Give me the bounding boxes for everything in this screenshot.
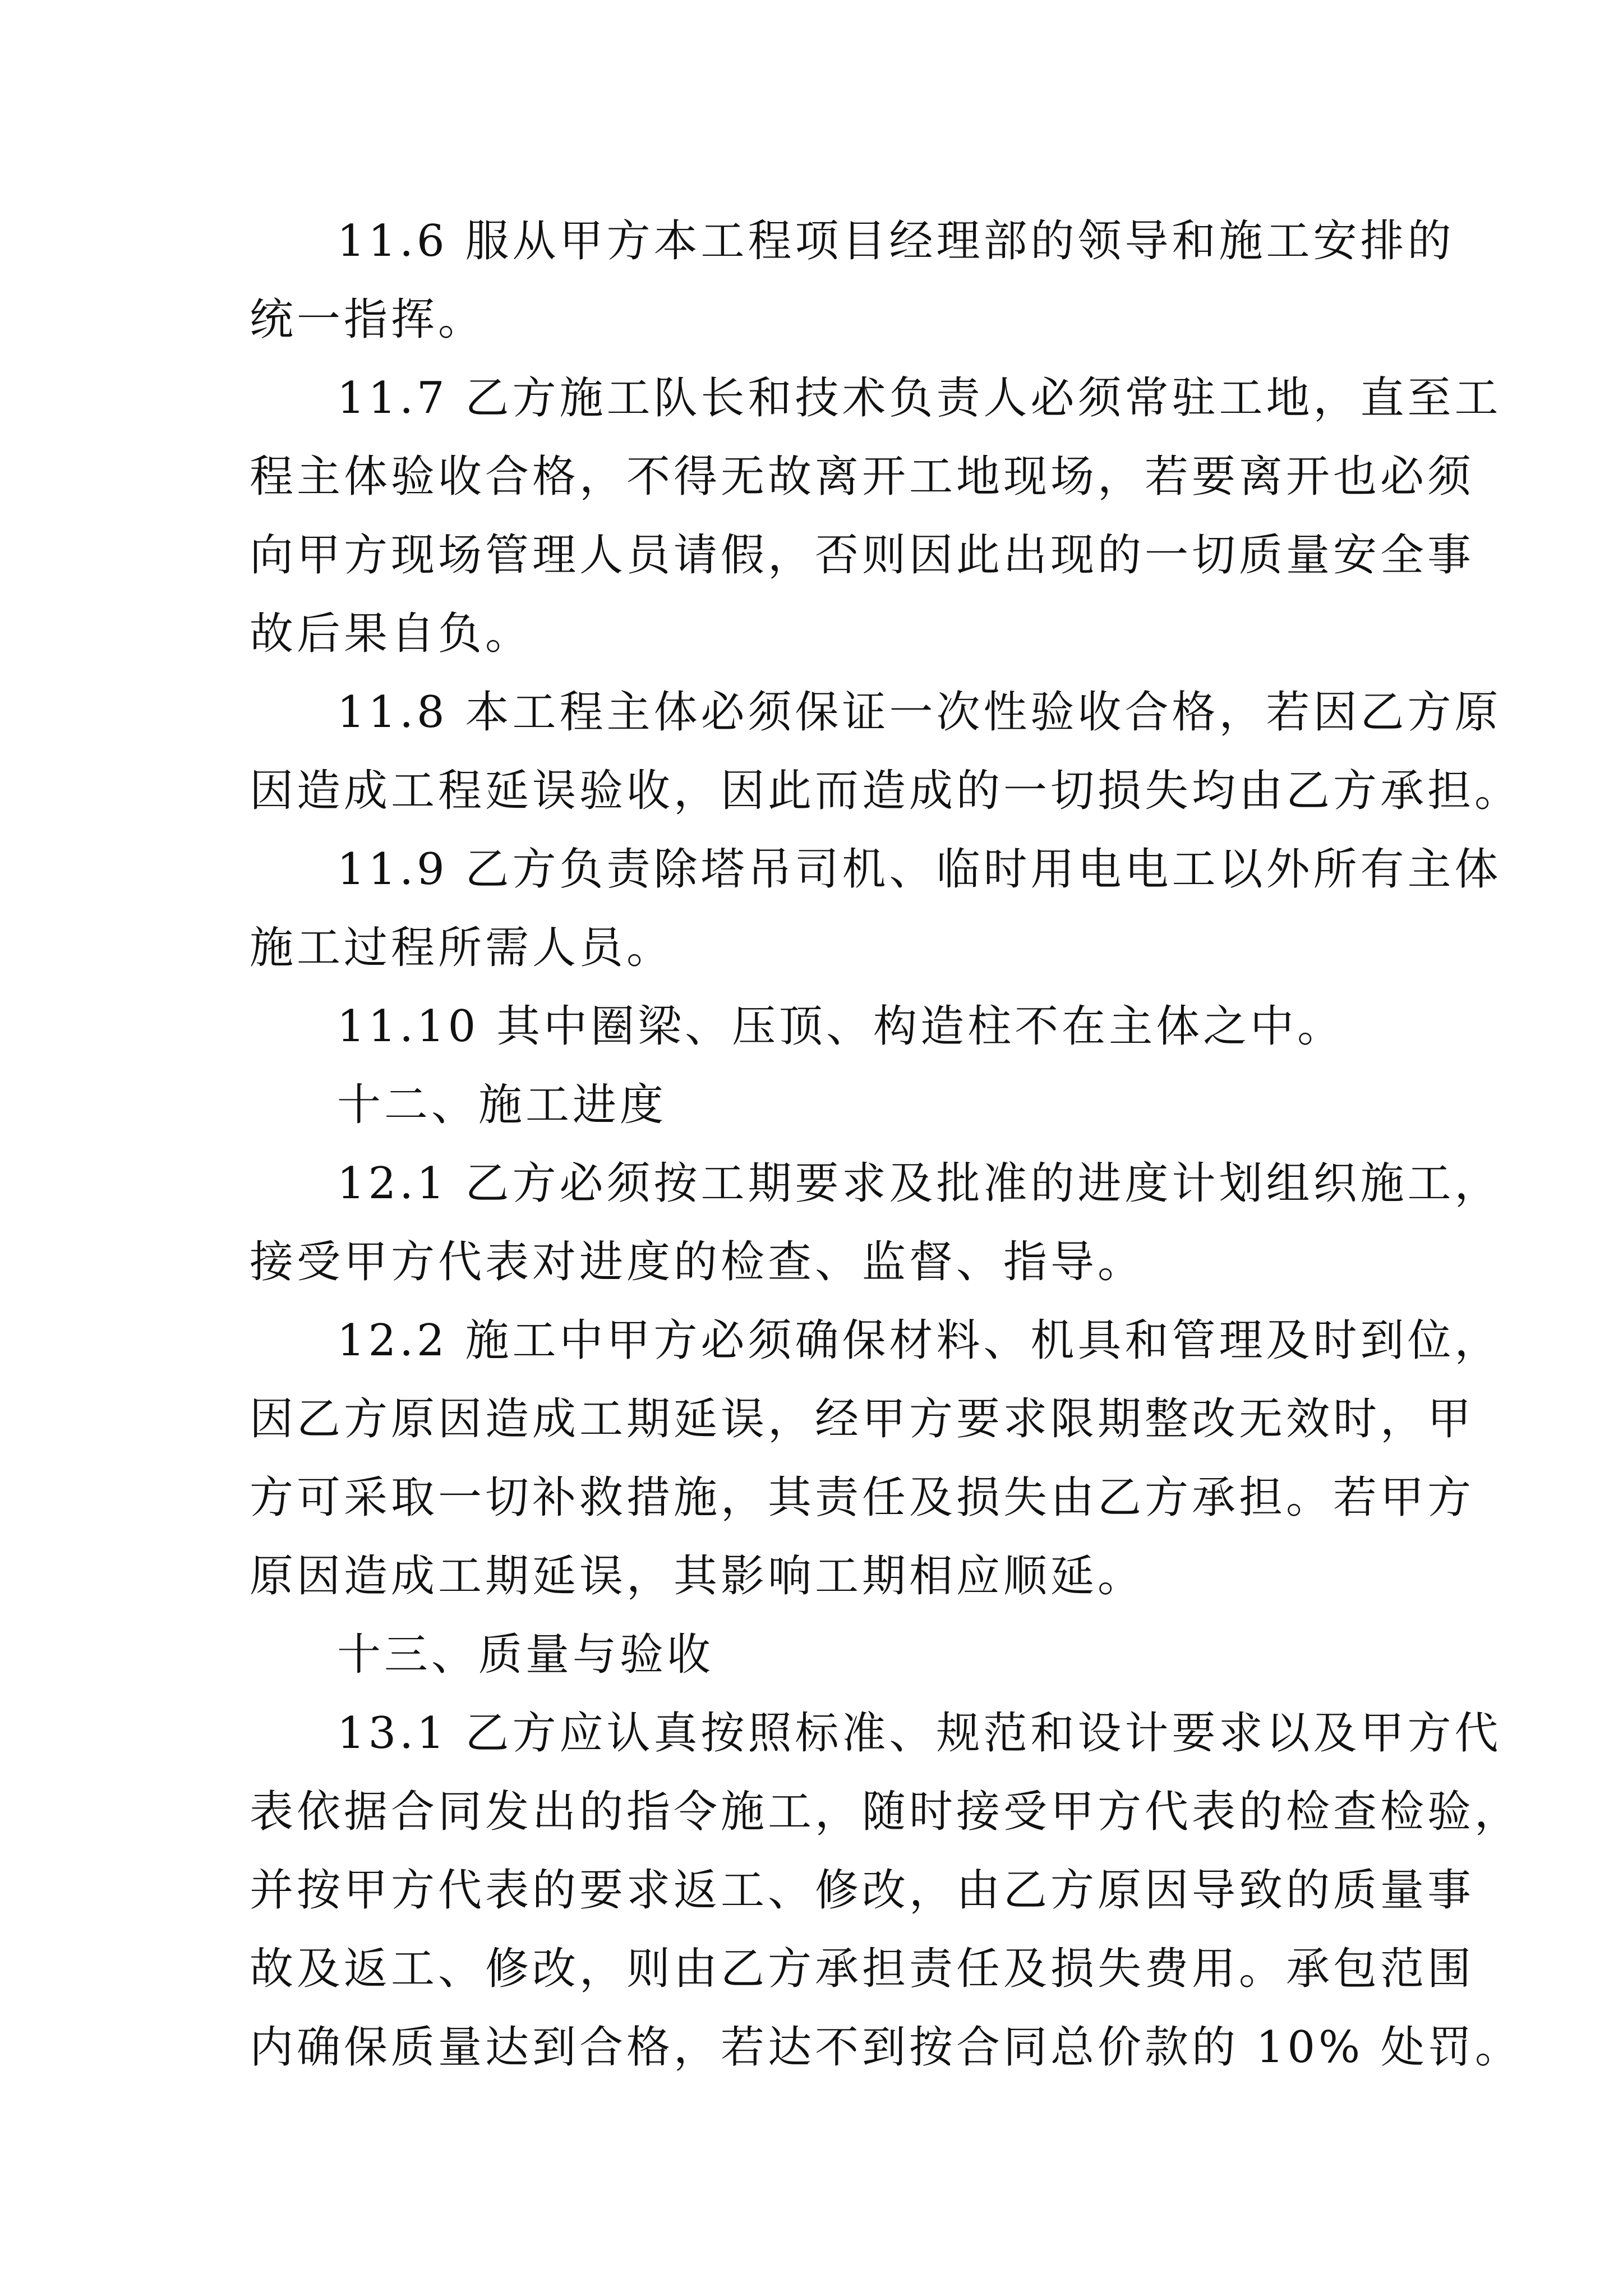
text-line: 因造成工程延误验收，因此而造成的一切损失均由乙方承担。	[250, 766, 1522, 816]
text-line: 12.1 乙方必须按工期要求及批准的进度计划组织施工，	[337, 1158, 1502, 1209]
paragraph	[250, 1616, 1388, 1694]
text-line: 12.2 施工中甲方必须确保材料、机具和管理及时到位，	[337, 1315, 1502, 1366]
paragraph	[250, 1144, 1502, 1301]
paragraph	[250, 1066, 1388, 1144]
text-line: 因乙方原因造成工期延误，经甲方要求限期整改无效时，甲	[250, 1394, 1475, 1444]
paragraph	[250, 673, 1522, 830]
paragraph	[250, 987, 1388, 1066]
text-line: 故及返工、修改，则由乙方承担责任及损失费用。承包范围	[250, 1944, 1475, 1994]
document-body	[250, 202, 1522, 2087]
text-line: 并按甲方代表的要求返工、修改，由乙方原因导致的质量事	[250, 1865, 1475, 1916]
text-line: 11.8 本工程主体必须保证一次性验收合格，若因乙方原	[337, 687, 1502, 738]
text-line: 11.9 乙方负责除塔吊司机、临时用电电工以外所有主体	[337, 844, 1502, 895]
text-line: 13.1 乙方应认真按照标准、规范和设计要求以及甲方代	[337, 1708, 1502, 1759]
paragraph	[250, 202, 1455, 359]
paragraph	[250, 1301, 1502, 1616]
paragraph	[250, 1694, 1522, 2087]
text-line: 11.7 乙方施工队长和技术负责人必须常驻工地，直至工	[337, 373, 1502, 424]
text-line: 11.6 服从甲方本工程项目经理部的领导和施工安排的	[337, 216, 1455, 266]
text-line: 程主体验收合格，不得无故离开工地现场，若要离开也必须	[250, 452, 1475, 502]
text-line: 11.10 其中圈梁、压顶、构造柱不在主体之中。	[337, 1001, 1345, 1052]
text-line: 统一指挥。	[250, 295, 486, 345]
text-line: 内确保质量达到合格，若达不到按合同总价款的 10% 处罚。	[250, 2022, 1522, 2073]
text-line: 方可采取一切补救措施，其责任及损失由乙方承担。若甲方	[250, 1473, 1475, 1523]
paragraph	[250, 359, 1502, 673]
text-line: 原因造成工期延误，其影响工期相应顺延。	[250, 1551, 1145, 1602]
text-line: 表依据合同发出的指令施工，随时接受甲方代表的检查检验，	[250, 1787, 1522, 1837]
text-line: 十二、施工进度	[337, 1080, 667, 1130]
document-page	[250, 202, 1522, 2087]
text-line: 接受甲方代表对进度的检查、监督、指导。	[250, 1237, 1145, 1287]
text-line: 十三、质量与验收	[337, 1630, 714, 1680]
text-line: 故后果自负。	[250, 609, 533, 659]
paragraph	[250, 830, 1502, 987]
text-line: 施工过程所需人员。	[250, 923, 674, 973]
text-line: 向甲方现场管理人员请假，否则因此出现的一切质量安全事	[250, 530, 1475, 581]
